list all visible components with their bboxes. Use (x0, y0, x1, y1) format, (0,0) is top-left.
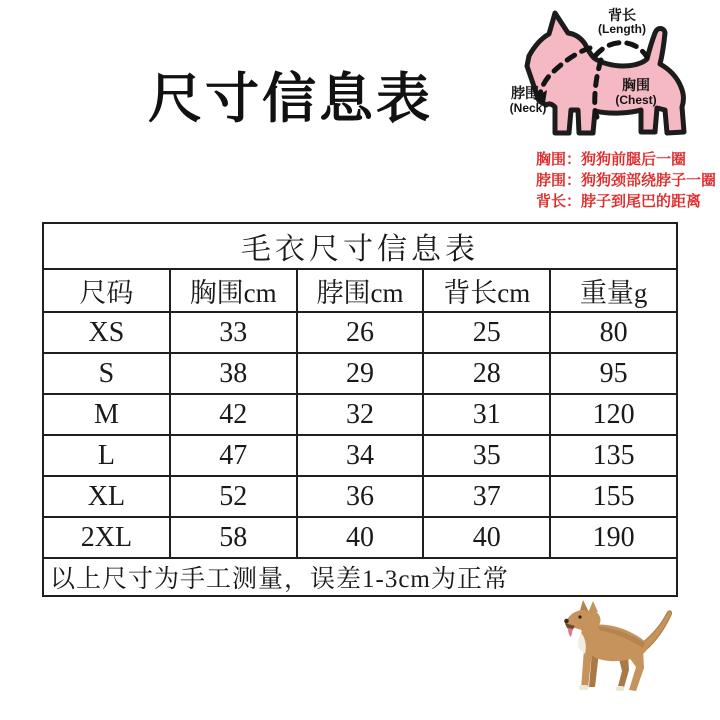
dog-measurement-diagram (495, 0, 720, 152)
neck-cell: 32 (297, 394, 424, 435)
note-length: 背长：脖子到尾巴的距离 (536, 193, 702, 210)
length-label-en: (Length) (598, 22, 646, 36)
chest-label-cn: 胸围 (622, 77, 650, 93)
neck-label-cn: 脖围 (511, 85, 539, 101)
length-cell: 37 (423, 476, 550, 517)
weight-cell: 95 (550, 353, 677, 394)
table-row (43, 476, 677, 517)
table-header-row (43, 269, 677, 312)
size-cell: XS (43, 312, 170, 353)
weight-cell: 135 (550, 435, 677, 476)
col-header-neck: 脖围cm (297, 269, 424, 312)
length-cell: 40 (423, 517, 550, 558)
weight-cell: 80 (550, 312, 677, 353)
table-row (43, 394, 677, 435)
chest-cell: 52 (170, 476, 297, 517)
chest-cell: 58 (170, 517, 297, 558)
table-footnote: 以上尺寸为手工测量，误差1-3cm为正常 (43, 558, 677, 596)
chest-label-en: (Chest) (615, 93, 657, 107)
size-cell: 2XL (43, 517, 170, 558)
length-label-cn: 背长 (608, 7, 636, 23)
weight-cell: 155 (550, 476, 677, 517)
chest-cell: 42 (170, 394, 297, 435)
col-header-size: 尺码 (43, 269, 170, 312)
dog-eye (578, 615, 581, 618)
length-cell: 25 (423, 312, 550, 353)
length-cell: 28 (423, 353, 550, 394)
length-cell: 35 (423, 435, 550, 476)
col-header-chest: 胸围cm (170, 269, 297, 312)
size-cell: M (43, 394, 170, 435)
pink-dog-icon (495, 0, 720, 152)
col-header-length: 背长cm (423, 269, 550, 312)
dog-rear-paw (616, 686, 624, 691)
dog-tongue (568, 628, 573, 637)
table-footnote-row (43, 558, 677, 596)
back-length-dashed-line (595, 43, 647, 57)
table-row (43, 517, 677, 558)
table-row (43, 435, 677, 476)
size-table (42, 222, 678, 597)
length-cell: 31 (423, 394, 550, 435)
table-title-row (43, 223, 677, 269)
table-title: 毛衣尺寸信息表 (43, 223, 677, 269)
neck-cell: 26 (297, 312, 424, 353)
tan-dog-icon (556, 597, 688, 709)
col-header-weight: 重量g (550, 269, 677, 312)
neck-label-en: (Neck) (509, 101, 547, 115)
table-row (43, 353, 677, 394)
dog-front-paw (579, 685, 588, 690)
weight-cell: 190 (550, 517, 677, 558)
size-cell: XL (43, 476, 170, 517)
page-title: 尺寸信息表 (148, 69, 433, 129)
chest-cell: 33 (170, 312, 297, 353)
weight-cell: 120 (550, 394, 677, 435)
note-chest: 胸围：狗狗前腿后一圈 (536, 151, 687, 168)
dog-tail (642, 611, 672, 649)
neck-cell: 34 (297, 435, 424, 476)
neck-cell: 36 (297, 476, 424, 517)
standing-dog-illustration (556, 597, 688, 709)
note-neck: 脖围：狗狗颈部绕脖子一圈 (536, 172, 717, 189)
neck-cell: 29 (297, 353, 424, 394)
chest-cell: 47 (170, 435, 297, 476)
table-row (43, 312, 677, 353)
measurement-notes (536, 149, 720, 212)
size-cell: L (43, 435, 170, 476)
size-cell: S (43, 353, 170, 394)
chest-cell: 38 (170, 353, 297, 394)
neck-cell: 40 (297, 517, 424, 558)
dog-nose (564, 619, 569, 624)
